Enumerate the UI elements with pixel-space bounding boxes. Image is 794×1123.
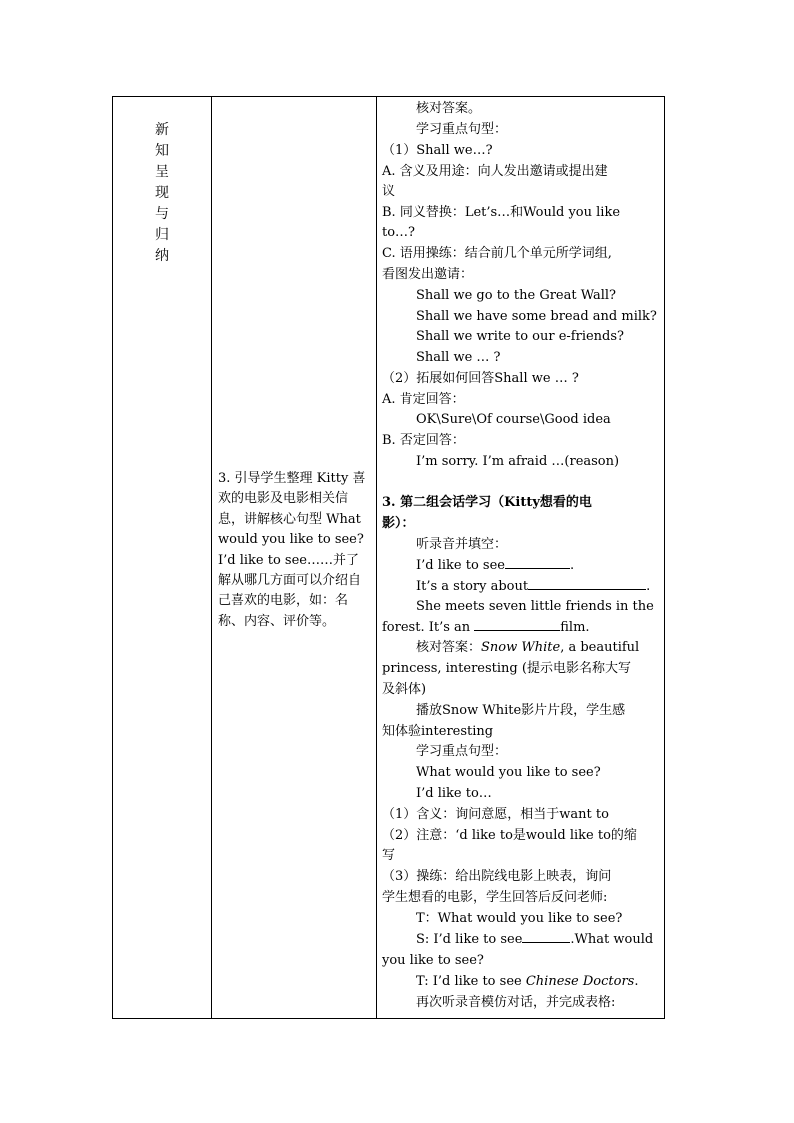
movie-title: Snow White bbox=[481, 640, 561, 655]
fill-blank bbox=[474, 618, 560, 631]
text-line bbox=[416, 930, 653, 950]
text-line: （2）注意：‘d like to是would like to的缩 bbox=[382, 828, 637, 843]
text-line: 听录音并填空： bbox=[416, 537, 508, 552]
text-line: 知体验interesting bbox=[382, 724, 494, 739]
text-line: 写 bbox=[382, 848, 396, 863]
text-line: I’d like to… bbox=[416, 786, 492, 801]
stage-char: 呈 bbox=[155, 164, 169, 180]
stage-column bbox=[113, 97, 211, 1018]
text-line bbox=[416, 556, 574, 576]
text-line bbox=[416, 972, 639, 992]
student-activity-column bbox=[376, 97, 666, 1018]
stage-char: 纳 bbox=[155, 248, 169, 264]
punctuation: . bbox=[569, 558, 575, 573]
punctuation: . bbox=[646, 579, 651, 594]
text-line: Shall we go to the Great Wall? bbox=[416, 288, 616, 303]
text-fragment: T: I’d like to see bbox=[416, 974, 526, 989]
text-line: 看图发出邀请： bbox=[382, 267, 474, 282]
text-line: （1）Shall we…? bbox=[382, 143, 493, 158]
text-line: OK\Sure\Of course\Good idea bbox=[416, 412, 611, 427]
text-fragment: , a beautiful bbox=[560, 640, 640, 655]
punctuation: . bbox=[634, 974, 639, 989]
fill-blank bbox=[505, 556, 570, 569]
text-line: T：What would you like to see? bbox=[416, 911, 623, 926]
fill-prompt: It’s a story about bbox=[416, 579, 529, 594]
fill-prompt: I’d like to see bbox=[416, 558, 505, 573]
text-line bbox=[416, 577, 650, 597]
stage-char: 知 bbox=[155, 143, 169, 159]
text-line: B. 同义替换：Let’s…和Would you like bbox=[382, 205, 621, 220]
text-line: to…? bbox=[382, 225, 416, 240]
text-line: A. 含义及用途：向人发出邀请或提出建 bbox=[382, 164, 608, 179]
fill-blank bbox=[528, 577, 646, 590]
text-line: I’m sorry. I’m afraid …(reason) bbox=[416, 454, 620, 469]
text-line: She meets seven little friends in the bbox=[416, 599, 654, 614]
text-fragment: film. bbox=[560, 620, 590, 635]
teacher-activity-text: 3. 引导学生整理 Kitty 喜欢的电影及电影相关信息，讲解核心句型 What would you like to see? I’d like to see……并了解从哪几方面可以介绍自己喜欢的电影，如：名称、内容、评价等。 bbox=[218, 471, 366, 629]
text-line: What would you like to see? bbox=[416, 765, 601, 780]
fill-prompt: S: I’d like to see bbox=[416, 932, 523, 947]
movie-title: Chinese Doctors bbox=[525, 974, 635, 989]
text-line: princess, interesting (提示电影名称大写 bbox=[382, 661, 631, 676]
text-fragment: .What would bbox=[570, 932, 654, 947]
text-line: 核对答案。 bbox=[416, 101, 482, 116]
text-line: （3）操练：给出院线电影上映表，询问 bbox=[382, 869, 612, 884]
text-line: 播放Snow White影片片段，学生感 bbox=[416, 703, 626, 718]
text-line: 学习重点句型： bbox=[416, 744, 508, 759]
text-line: you like to see? bbox=[382, 953, 484, 968]
text-line: 学习重点句型： bbox=[416, 122, 508, 137]
stage-char: 现 bbox=[155, 185, 169, 201]
text-fragment: 核对答案： bbox=[416, 640, 482, 655]
fill-prompt: forest. It’s an bbox=[382, 620, 471, 635]
text-line bbox=[382, 618, 590, 638]
text-line: A. 肯定回答： bbox=[382, 392, 465, 407]
text-line: Shall we … ? bbox=[416, 350, 501, 365]
text-line: 再次听录音模仿对话，并完成表格: bbox=[416, 995, 616, 1010]
text-line: 及斜体) bbox=[382, 682, 427, 697]
text-line: （1）含义：询问意愿，相当于want to bbox=[382, 807, 609, 822]
section-heading: 影）： bbox=[382, 516, 415, 531]
text-line: 学生想看的电影，学生回答后反问老师: bbox=[382, 890, 608, 905]
stage-char: 新 bbox=[155, 122, 169, 138]
text-line bbox=[416, 638, 639, 658]
text-line: B. 否定回答： bbox=[382, 433, 465, 448]
section-heading: 3. 第二组会话学习（Kitty想看的电 bbox=[382, 495, 592, 510]
fill-blank bbox=[522, 930, 570, 943]
teacher-activity-column bbox=[211, 97, 376, 1018]
text-line: Shall we write to our e-friends? bbox=[416, 329, 625, 344]
text-line: C. 语用操练：结合前几个单元所学词组, bbox=[382, 246, 612, 261]
stage-char: 归 bbox=[155, 227, 169, 243]
lesson-table bbox=[112, 96, 665, 1019]
stage-char: 与 bbox=[155, 206, 169, 222]
text-line: Shall we have some bread and milk? bbox=[416, 309, 657, 324]
text-line: 议 bbox=[382, 184, 396, 199]
text-line: （2）拓展如何回答Shall we … ? bbox=[382, 371, 579, 386]
